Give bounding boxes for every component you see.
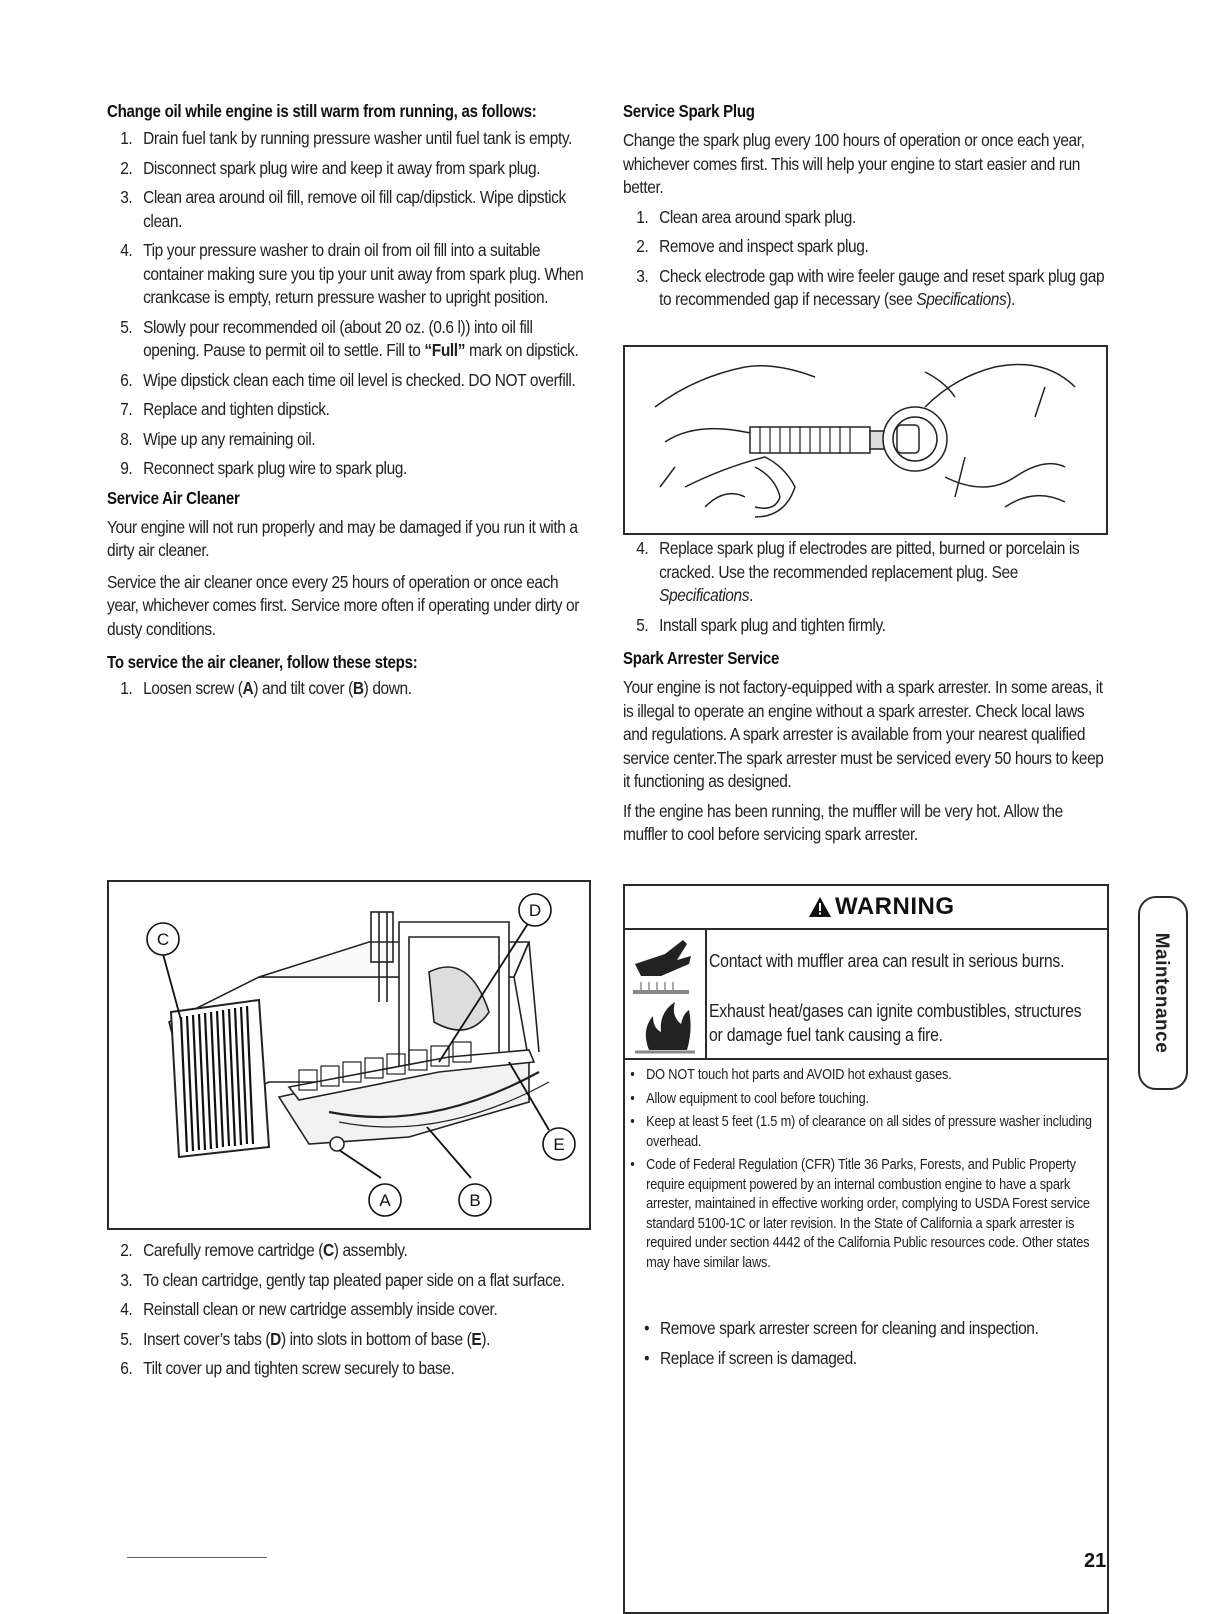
spark-step-1: 1. Clean area around spark plug. bbox=[636, 206, 856, 227]
footer-rule bbox=[127, 1557, 267, 1558]
page-number: 21 bbox=[1084, 1550, 1107, 1572]
warning-bullets bbox=[625, 1066, 1107, 1277]
oil-steps bbox=[107, 127, 589, 481]
air-step-2: 2. Carefully remove cartridge (C) assembly. bbox=[120, 1240, 408, 1260]
label-e: E bbox=[553, 1135, 565, 1154]
maintenance-side-label: Maintenance bbox=[1151, 932, 1172, 1054]
oil-step-5: 5. Slowly pour recommended oil (about 20 oz. (0.6 l)) into oil fill opening. Pause to permit oil to settle. Fill to “Full” mark on dipstick. bbox=[120, 316, 579, 360]
screw-icon bbox=[330, 1137, 344, 1151]
oil-step-1: 1. Drain fuel tank by running pressure washer until fuel tank is empty. bbox=[120, 128, 572, 148]
hot-surface-hand-icon bbox=[633, 940, 691, 994]
air-step-6: 6. Tilt cover up and tighten screw securely to base. bbox=[120, 1358, 455, 1378]
warning-box bbox=[623, 884, 1109, 1614]
air-steps-after bbox=[107, 1239, 589, 1387]
warning-triangle-icon bbox=[808, 896, 832, 918]
air-cleaner-steps-heading: To service the air cleaner, follow these steps: bbox=[107, 652, 418, 672]
air-cleaner-figure bbox=[107, 880, 591, 1230]
spark-steps-after bbox=[623, 537, 1106, 847]
warning-burn-text: Contact with muffler area can result in serious burns. bbox=[709, 951, 1065, 971]
oil-step-8: 8. Wipe up any remaining oil. bbox=[120, 428, 316, 449]
left-column bbox=[107, 100, 589, 707]
spark-plug-figure bbox=[623, 345, 1108, 535]
spark-step-5: 5. Install spark plug and tighten firmly. bbox=[636, 614, 886, 635]
right-column bbox=[623, 100, 1106, 318]
spark-arrester-hot-note: If the engine has been running, the muffler will be very hot. Allow the muffler to cool before servicing spark arrester. bbox=[623, 800, 1063, 844]
spark-step-4: 4. Replace spark plug if electrodes are pitted, burned or porcelain is cracked. Use the recommended replacement plug. See Specifications. bbox=[636, 538, 1080, 605]
oil-step-3: 3. Clean area around oil fill, remove oil fill cap/dipstick. Wipe dipstick clean. bbox=[120, 187, 566, 231]
warning-bullet-1: • DO NOT touch hot parts and AVOID hot exhaust gases. bbox=[630, 1067, 952, 1083]
spark-arrester-intro: Your engine is not factory-equipped with a spark arrester. In some areas, it is illegal to operate an engine without a spark arrester. Check local laws and regulations. A spark arrester is available from your nearest qualified service center.The spark arrester must be serviced every 50 hours to keep it functioning as designed. bbox=[623, 677, 1104, 791]
oil-step-7: 7. Replace and tighten dipstick. bbox=[120, 399, 330, 419]
oil-step-4: 4. Tip your pressure washer to drain oil from oil fill into a suitable container making sure you tip your unit away from spark plug. When crankcase is empty, return pressure washer to upright position. bbox=[120, 240, 584, 307]
spark-step-2: 2. Remove and inspect spark plug. bbox=[636, 236, 869, 256]
oil-step-6: 6. Wipe dipstick clean each time oil level is checked. DO NOT overfill. bbox=[120, 369, 576, 390]
fire-icon bbox=[635, 1002, 695, 1052]
full-mark: “Full” bbox=[424, 340, 466, 360]
spark-plug-intro: Change the spark plug every 100 hours of operation or once each year, whichever comes first. This will help your engine to start easier and run better. bbox=[623, 130, 1085, 197]
filter-cartridge bbox=[171, 1000, 269, 1157]
air-step-4: 4. Reinstall clean or new cartridge assembly inside cover. bbox=[120, 1299, 498, 1319]
arrester-actions bbox=[623, 1317, 1106, 1370]
warning-fire-text: Exhaust heat/gases can ignite combustibles, structures or damage fuel tank causing a fire. bbox=[709, 1001, 1082, 1045]
warning-hazards bbox=[625, 930, 1107, 1060]
air-cleaner-intro: Your engine will not run properly and may be damaged if you run it with a dirty air cleaner. bbox=[107, 516, 578, 560]
air-cleaner-interval: Service the air cleaner once every 25 hours of operation or once each year, whichever comes first. Service more often if operating under dirty or dusty conditions. bbox=[107, 571, 579, 639]
spark-arrester-heading: Spark Arrester Service bbox=[623, 648, 780, 668]
warning-title: WARNING bbox=[835, 893, 955, 920]
air-step-5: 5. Insert cover’s tabs (D) into slots in bottom of base (E). bbox=[120, 1328, 490, 1349]
warning-header bbox=[625, 886, 1107, 930]
label-c: C bbox=[156, 930, 170, 949]
air-cleaner-illustration bbox=[109, 882, 589, 1228]
air-step-1: 1. Loosen screw (A) and tilt cover (B) down. bbox=[120, 678, 412, 698]
arrester-action-2: • Replace if screen is damaged. bbox=[644, 1347, 857, 1368]
spark-plug-heading: Service Spark Plug bbox=[623, 101, 755, 121]
label-b: B bbox=[469, 1191, 481, 1210]
spark-plug-illustration bbox=[625, 347, 1106, 533]
arrester-action-1: • Remove spark arrester screen for cleaning and inspection. bbox=[644, 1318, 1039, 1338]
spark-step-3: 3. Check electrode gap with wire feeler gauge and reset spark plug gap to recommended gap if necessary (see Specifications). bbox=[636, 265, 1105, 309]
air-cleaner-heading: Service Air Cleaner bbox=[107, 487, 240, 508]
air-step-3: 3. To clean cartridge, gently tap pleated paper side on a flat surface. bbox=[120, 1269, 565, 1290]
warning-bullet-4: • Code of Federal Regulation (CFR) Title 36 Parks, Forests, and Public Property require equipment powered by an internal combustion engine to have a spark arrester, maintained in effective working order, complying to USDA Forest service standard 5100-1C or later revision. In the State of California a spark arrester is required under section 4442 of the California Public resources code. Other states may have similar laws. bbox=[630, 1157, 1090, 1271]
oil-change-heading: Change oil while engine is still warm from running, as follows: bbox=[107, 101, 537, 121]
label-a: A bbox=[379, 1191, 391, 1210]
warning-bullet-2: • Allow equipment to cool before touching. bbox=[630, 1090, 869, 1107]
label-d: D bbox=[528, 901, 542, 920]
warning-bullet-3: • Keep at least 5 feet (1.5 m) of clearance on all sides of pressure washer including overhead. bbox=[630, 1114, 1092, 1150]
oil-step-9: 9. Reconnect spark plug wire to spark plug. bbox=[120, 458, 407, 478]
oil-step-2: 2. Disconnect spark plug wire and keep it away from spark plug. bbox=[120, 157, 541, 178]
